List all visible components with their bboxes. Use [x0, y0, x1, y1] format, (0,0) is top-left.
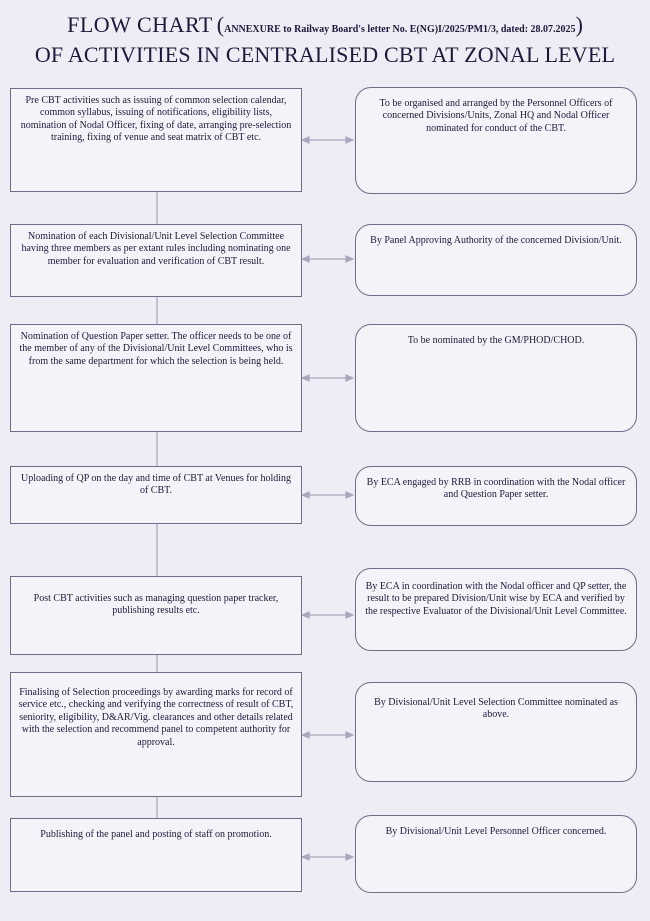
responsibility-box-4: By ECA engaged by RRB in coordination with the Nodal officer and Question Paper setter. — [355, 466, 637, 526]
responsibility-box-5: By ECA in coordination with the Nodal officer and QP setter, the result to be prepared Division/Unit wise by ECA and verified by the respective Evaluator of the Divisional/Unit Level Committee. — [355, 568, 637, 651]
title-paren-open: ( — [216, 12, 225, 37]
link-arrow-7 — [302, 854, 353, 860]
responsibility-box-2: By Panel Approving Authority of the concerned Division/Unit. — [355, 224, 637, 296]
activity-box-3: Nomination of Question Paper setter. The officer needs to be one of the member of any of the Divisional/Unit Level Committees, who is from the same department for which the selection is being held. — [10, 324, 302, 432]
responsibility-box-6: By Divisional/Unit Level Selection Committee nominated as above. — [355, 682, 637, 782]
link-arrow-3 — [302, 375, 353, 381]
title-main: FLOW CHART — [67, 12, 213, 37]
flow-chart-subtitle: OF ACTIVITIES IN CENTRALISED CBT AT ZONAL LEVEL — [34, 42, 616, 67]
title-paren-close: ) — [575, 12, 583, 37]
link-arrow-5 — [302, 612, 353, 618]
activity-box-2: Nomination of each Divisional/Unit Level Selection Committee having three members as per extant rules including nominating one member for evaluation and verification of CBT result. — [10, 224, 302, 297]
responsibility-box-3: To be nominated by the GM/PHOD/CHOD. — [355, 324, 637, 432]
link-arrow-6 — [302, 732, 353, 738]
responsibility-box-7: By Divisional/Unit Level Personnel Officer concerned. — [355, 815, 637, 893]
link-arrow-2 — [302, 256, 353, 262]
link-arrow-4 — [302, 492, 353, 498]
responsibility-box-1: To be organised and arranged by the Personnel Officers of concerned Divisions/Units, Zonal HQ and Nodal Officer nominated for conduct of the CBT. — [355, 87, 637, 194]
activity-box-7: Publishing of the panel and posting of staff on promotion. — [10, 818, 302, 892]
activity-box-4: Uploading of QP on the day and time of CBT at Venues for holding of CBT. — [10, 466, 302, 524]
link-arrow-1 — [302, 137, 353, 143]
annexure-reference: ANNEXURE to Railway Board's letter No. E(NG)I/2025/PM1/3, dated: 28.07.2025 — [224, 24, 576, 35]
activity-box-6: Finalising of Selection proceedings by awarding marks for record of service etc., checking and verifying the correctness of result of CBT, seniority, eligibility, D&AR/Vig. clearances and other details related with the selection and recommend panel to competent authority for approval. — [10, 672, 302, 797]
activity-box-5: Post CBT activities such as managing question paper tracker, publishing results etc. — [10, 576, 302, 655]
activity-box-1: Pre CBT activities such as issuing of common selection calendar, common syllabus, issuing of notifications, eligibility lists, nomination of Nodal Officer, fixing of date, arranging pre-selection training, fixing of venue and seat matrix of CBT etc. — [10, 88, 302, 192]
